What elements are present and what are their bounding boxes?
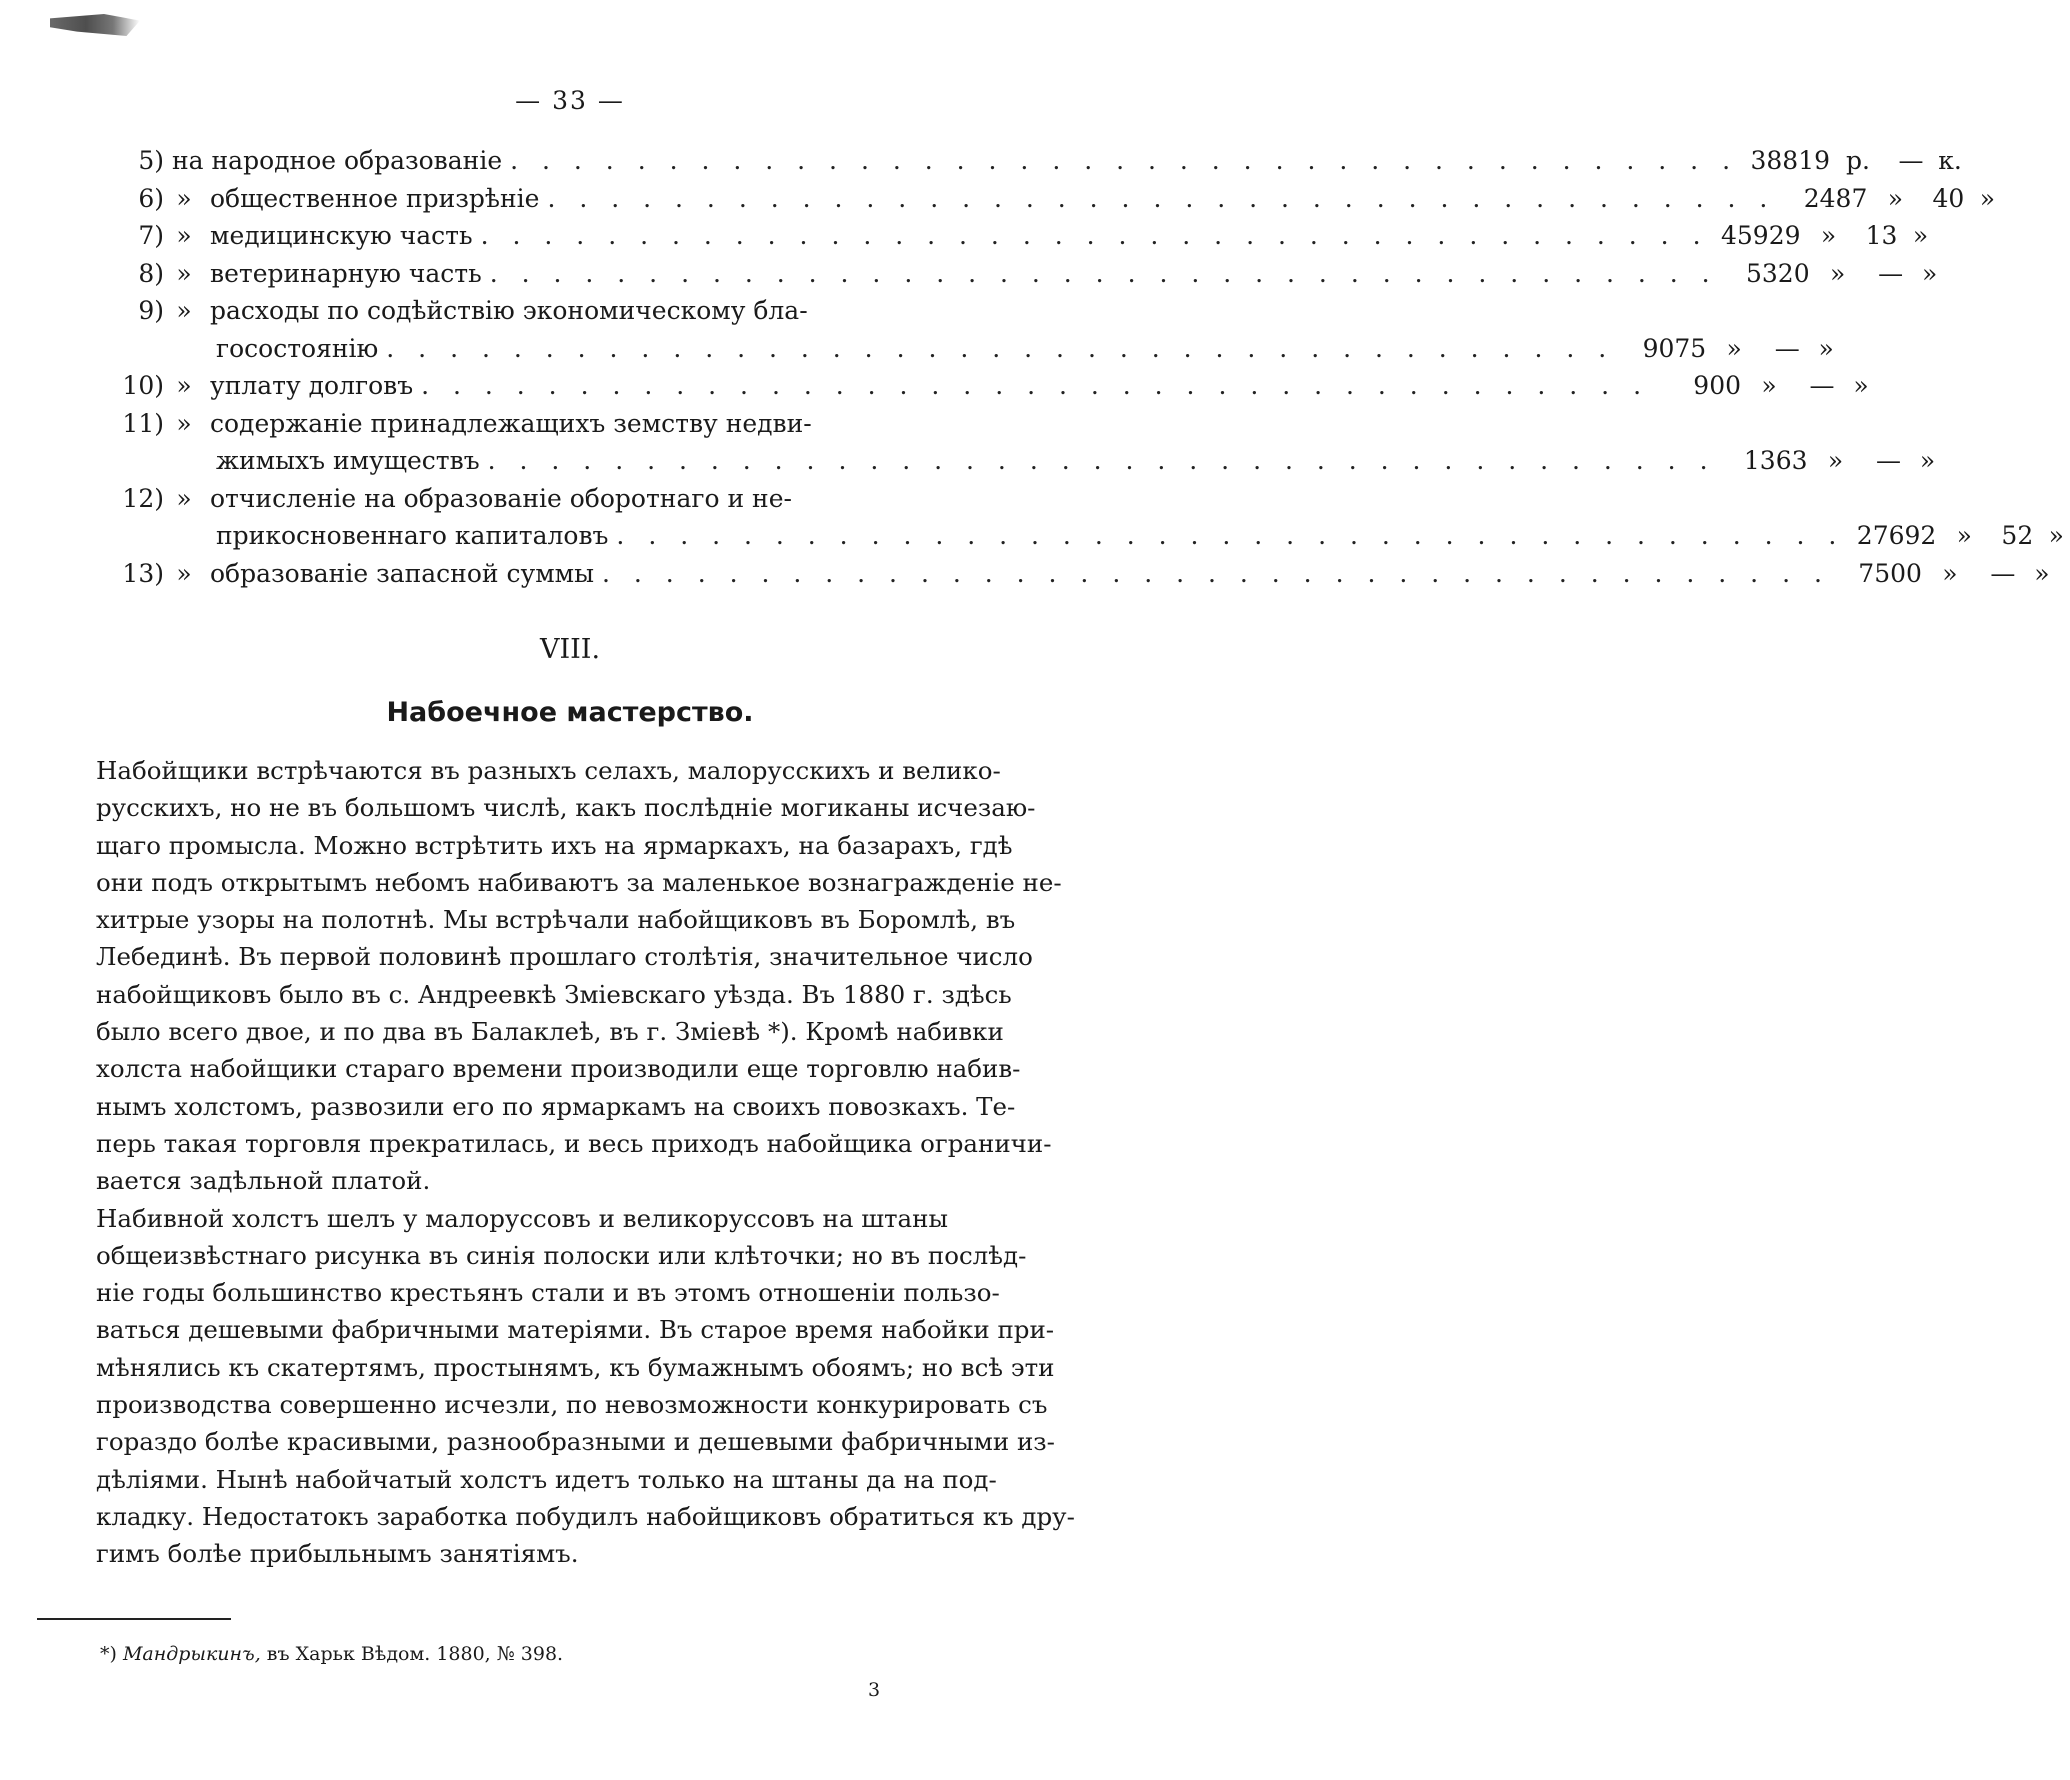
expense-row bbox=[112, 146, 1962, 184]
expense-unit: р. bbox=[1846, 146, 1870, 175]
ditto-mark: » bbox=[176, 483, 192, 513]
expense-description bbox=[210, 559, 1830, 588]
expense-kop-unit: » bbox=[2048, 521, 2064, 550]
expense-description bbox=[210, 259, 1718, 288]
leader-dots bbox=[616, 521, 1844, 550]
expense-row bbox=[112, 296, 952, 334]
expense-number: 12) bbox=[122, 483, 164, 513]
leader-dots bbox=[481, 221, 1709, 250]
expense-kopecks: — bbox=[1898, 146, 1924, 175]
footnote-marker: *) bbox=[100, 1643, 117, 1665]
expense-amount: 9075 bbox=[1642, 333, 1707, 363]
expense-amount: 5320 bbox=[1745, 258, 1810, 288]
expense-description bbox=[210, 221, 1709, 250]
expense-unit: » bbox=[1761, 371, 1777, 400]
page-number: — 33 — bbox=[515, 86, 625, 115]
paragraph-1 bbox=[96, 752, 1062, 1200]
expense-label: медицинскую часть bbox=[210, 221, 473, 250]
text-line: мѣнялись къ скатертямъ, простынямъ, къ бумажнымъ обоямъ; но всѣ эти bbox=[96, 1352, 1055, 1382]
text-line: нымъ холстомъ, развозили его по ярмаркамъ на своихъ повозкахъ. Те- bbox=[96, 1091, 1016, 1121]
expense-row bbox=[112, 371, 1869, 409]
expense-description bbox=[216, 521, 1844, 550]
expense-kop-unit: » bbox=[2034, 558, 2050, 588]
expense-kopecks: — bbox=[1990, 558, 2016, 588]
expense-kopecks: 13 bbox=[1865, 221, 1898, 250]
expense-kop-unit: » bbox=[1912, 221, 1929, 250]
leader-dots bbox=[602, 559, 1830, 588]
footnote-rule bbox=[37, 1618, 231, 1620]
expense-unit: » bbox=[1956, 521, 1972, 550]
expense-description bbox=[210, 184, 1775, 213]
text-line: общеизвѣстнаго рисунка въ синія полоски или клѣточки; но въ послѣд- bbox=[96, 1240, 1027, 1270]
expense-label: расходы по содѣйствію экономическому бла- bbox=[210, 296, 808, 325]
expense-label: уплату долговъ bbox=[210, 371, 414, 400]
text-line: Набойщики встрѣчаются въ разныхъ селахъ, малорусскихъ и велико- bbox=[96, 756, 1001, 785]
expense-label: отчисленіе на образованіе оборотнаго и не- bbox=[210, 483, 792, 513]
expense-description bbox=[216, 446, 1716, 475]
expense-number: 10) bbox=[122, 371, 164, 400]
expense-description bbox=[210, 371, 1649, 400]
text-line: Лебединѣ. Въ первой половинѣ прошлаго столѣтія, значительное число bbox=[96, 942, 1033, 972]
expense-description bbox=[210, 484, 952, 513]
footnote bbox=[100, 1643, 563, 1665]
expense-amount: 2487 bbox=[1803, 183, 1868, 213]
ditto-mark: » bbox=[176, 296, 192, 325]
expense-kop-unit: » bbox=[1853, 371, 1869, 400]
leader-dots bbox=[488, 446, 1716, 475]
expense-number: 13) bbox=[122, 558, 164, 588]
text-line: щаго промысла. Можно встрѣтить ихъ на ярмаркахъ, на базарахъ, гдѣ bbox=[96, 830, 1013, 860]
leader-dots bbox=[510, 146, 1738, 175]
signature-mark: 3 bbox=[868, 1679, 881, 1701]
expense-label-continuation: госостоянію bbox=[216, 333, 379, 363]
expense-number: 11) bbox=[122, 408, 164, 438]
expense-kopecks: 40 bbox=[1932, 183, 1965, 213]
expense-list bbox=[112, 146, 2064, 596]
expense-unit: » bbox=[1887, 183, 1904, 213]
text-line: гораздо болѣе красивыми, разнообразными и дешевыми фабричными из- bbox=[96, 1427, 1055, 1457]
text-line: производства совершенно исчезли, по невозможности конкурировать съ bbox=[96, 1390, 1048, 1420]
expense-label: содержаніе принадлежащихъ земству недви- bbox=[210, 408, 812, 438]
expense-kop-unit: » bbox=[1921, 258, 1938, 288]
expense-kopecks: — bbox=[1809, 371, 1835, 400]
text-line: набойщиковъ было въ с. Андреевкѣ Зміевскаго уѣзда. Въ 1880 г. здѣсь bbox=[96, 979, 1012, 1009]
ditto-mark: » bbox=[176, 371, 192, 400]
expense-label: ветеринарную часть bbox=[210, 258, 482, 288]
expense-label-continuation: жимыхъ имуществъ bbox=[216, 446, 480, 475]
paragraph-2 bbox=[96, 1200, 1075, 1573]
expense-description bbox=[210, 296, 952, 325]
expense-label: на народное образованіе bbox=[172, 146, 503, 175]
expense-amount: 27692 bbox=[1856, 521, 1937, 550]
text-line: перь такая торговля прекратилась, и весь приходъ набойщика ограничи- bbox=[96, 1128, 1052, 1158]
ditto-mark: » bbox=[176, 183, 192, 213]
expense-row bbox=[112, 409, 952, 447]
expense-kopecks: 52 bbox=[2001, 521, 2034, 550]
expense-row-continuation bbox=[112, 446, 1936, 484]
expense-row bbox=[112, 183, 1996, 222]
expense-unit: » bbox=[1829, 258, 1846, 288]
expense-row bbox=[112, 558, 2050, 597]
expense-amount: 38819 bbox=[1750, 146, 1831, 175]
footnote-author: Мандрыкинъ, bbox=[122, 1643, 261, 1665]
expense-description bbox=[216, 334, 1614, 363]
text-line: ніе годы большинство крестьянъ стали и въ этомъ отношеніи пользо- bbox=[96, 1278, 1000, 1308]
leader-dots bbox=[547, 184, 1775, 213]
ditto-mark: » bbox=[176, 221, 192, 250]
text-line: ваться дешевыми фабричными матеріями. Въ старое время набойки при- bbox=[96, 1315, 1055, 1345]
expense-number: 6) bbox=[138, 183, 164, 213]
expense-row bbox=[112, 258, 1938, 297]
text-line: хитрые узоры на полотнѣ. Мы встрѣчали набойщиковъ въ Боромлѣ, въ bbox=[96, 905, 1016, 935]
text-line: гимъ болѣе прибыльнымъ занятіямъ. bbox=[96, 1539, 579, 1569]
expense-kop-unit: » bbox=[1979, 183, 1996, 213]
scan-artifact bbox=[50, 14, 140, 36]
expense-row bbox=[112, 221, 1929, 259]
expense-unit: » bbox=[1820, 221, 1837, 250]
ditto-mark: » bbox=[176, 258, 192, 288]
expense-row-continuation bbox=[112, 521, 2064, 559]
expense-amount: 1363 bbox=[1743, 446, 1808, 475]
expense-amount: 900 bbox=[1693, 371, 1742, 400]
expense-kopecks: — bbox=[1878, 258, 1904, 288]
text-line: русскихъ, но не въ большомъ числѣ, какъ послѣдніе могиканы исчезаю- bbox=[96, 793, 1036, 823]
expense-kopecks: — bbox=[1774, 333, 1800, 363]
expense-row bbox=[112, 484, 952, 522]
ditto-mark: » bbox=[176, 408, 192, 438]
expense-number: 7) bbox=[138, 221, 164, 250]
expense-number: 9) bbox=[138, 296, 164, 325]
expense-label: общественное призрѣніе bbox=[210, 183, 540, 213]
ditto-mark: » bbox=[176, 558, 192, 588]
expense-description bbox=[172, 146, 1738, 175]
expense-kopecks: — bbox=[1876, 446, 1902, 475]
leader-dots bbox=[386, 334, 1614, 363]
expense-kop-unit: » bbox=[1919, 446, 1936, 475]
expense-kop-unit: к. bbox=[1938, 146, 1962, 175]
expense-unit: » bbox=[1827, 446, 1844, 475]
leader-dots bbox=[421, 371, 1649, 400]
text-line: они подъ открытымъ небомъ набиваютъ за маленькое вознагражденіе не- bbox=[96, 867, 1062, 897]
text-line: холста набойщики стараго времени производили еще торговлю набив- bbox=[96, 1054, 1021, 1084]
footnote-source: въ Харьк Вѣдом. 1880, № 398. bbox=[266, 1643, 564, 1665]
text-line: дѣліями. Нынѣ набойчатый холстъ идетъ только на штаны да на под- bbox=[96, 1464, 997, 1494]
expense-label-continuation: прикосновеннаго капиталовъ bbox=[216, 521, 609, 550]
expense-unit: » bbox=[1942, 558, 1958, 588]
expense-unit: » bbox=[1726, 333, 1742, 363]
expense-label: образованіе запасной суммы bbox=[210, 558, 595, 588]
section-title: Набоечное мастерство. bbox=[386, 697, 754, 728]
expense-description bbox=[210, 409, 952, 438]
expense-kop-unit: » bbox=[1818, 333, 1834, 363]
expense-amount: 45929 bbox=[1721, 221, 1801, 250]
text-line: кладку. Недостатокъ заработка побудилъ набойщиковъ обратиться къ дру- bbox=[96, 1501, 1075, 1531]
text-line: Набивной холстъ шелъ у малоруссовъ и великоруссовъ на штаны bbox=[96, 1203, 948, 1233]
leader-dots bbox=[490, 259, 1718, 288]
expense-number: 8) bbox=[138, 258, 164, 288]
text-line: было всего двое, и по два въ Балаклеѣ, въ г. Зміевѣ *). Кромѣ набивки bbox=[96, 1017, 1004, 1047]
expense-amount: 7500 bbox=[1858, 558, 1922, 588]
section-number: VIII. bbox=[539, 634, 601, 665]
text-line: вается задѣльной платой. bbox=[96, 1166, 431, 1196]
expense-number: 5) bbox=[138, 146, 164, 175]
expense-row-continuation bbox=[112, 333, 1834, 372]
body-text bbox=[96, 752, 1075, 1573]
